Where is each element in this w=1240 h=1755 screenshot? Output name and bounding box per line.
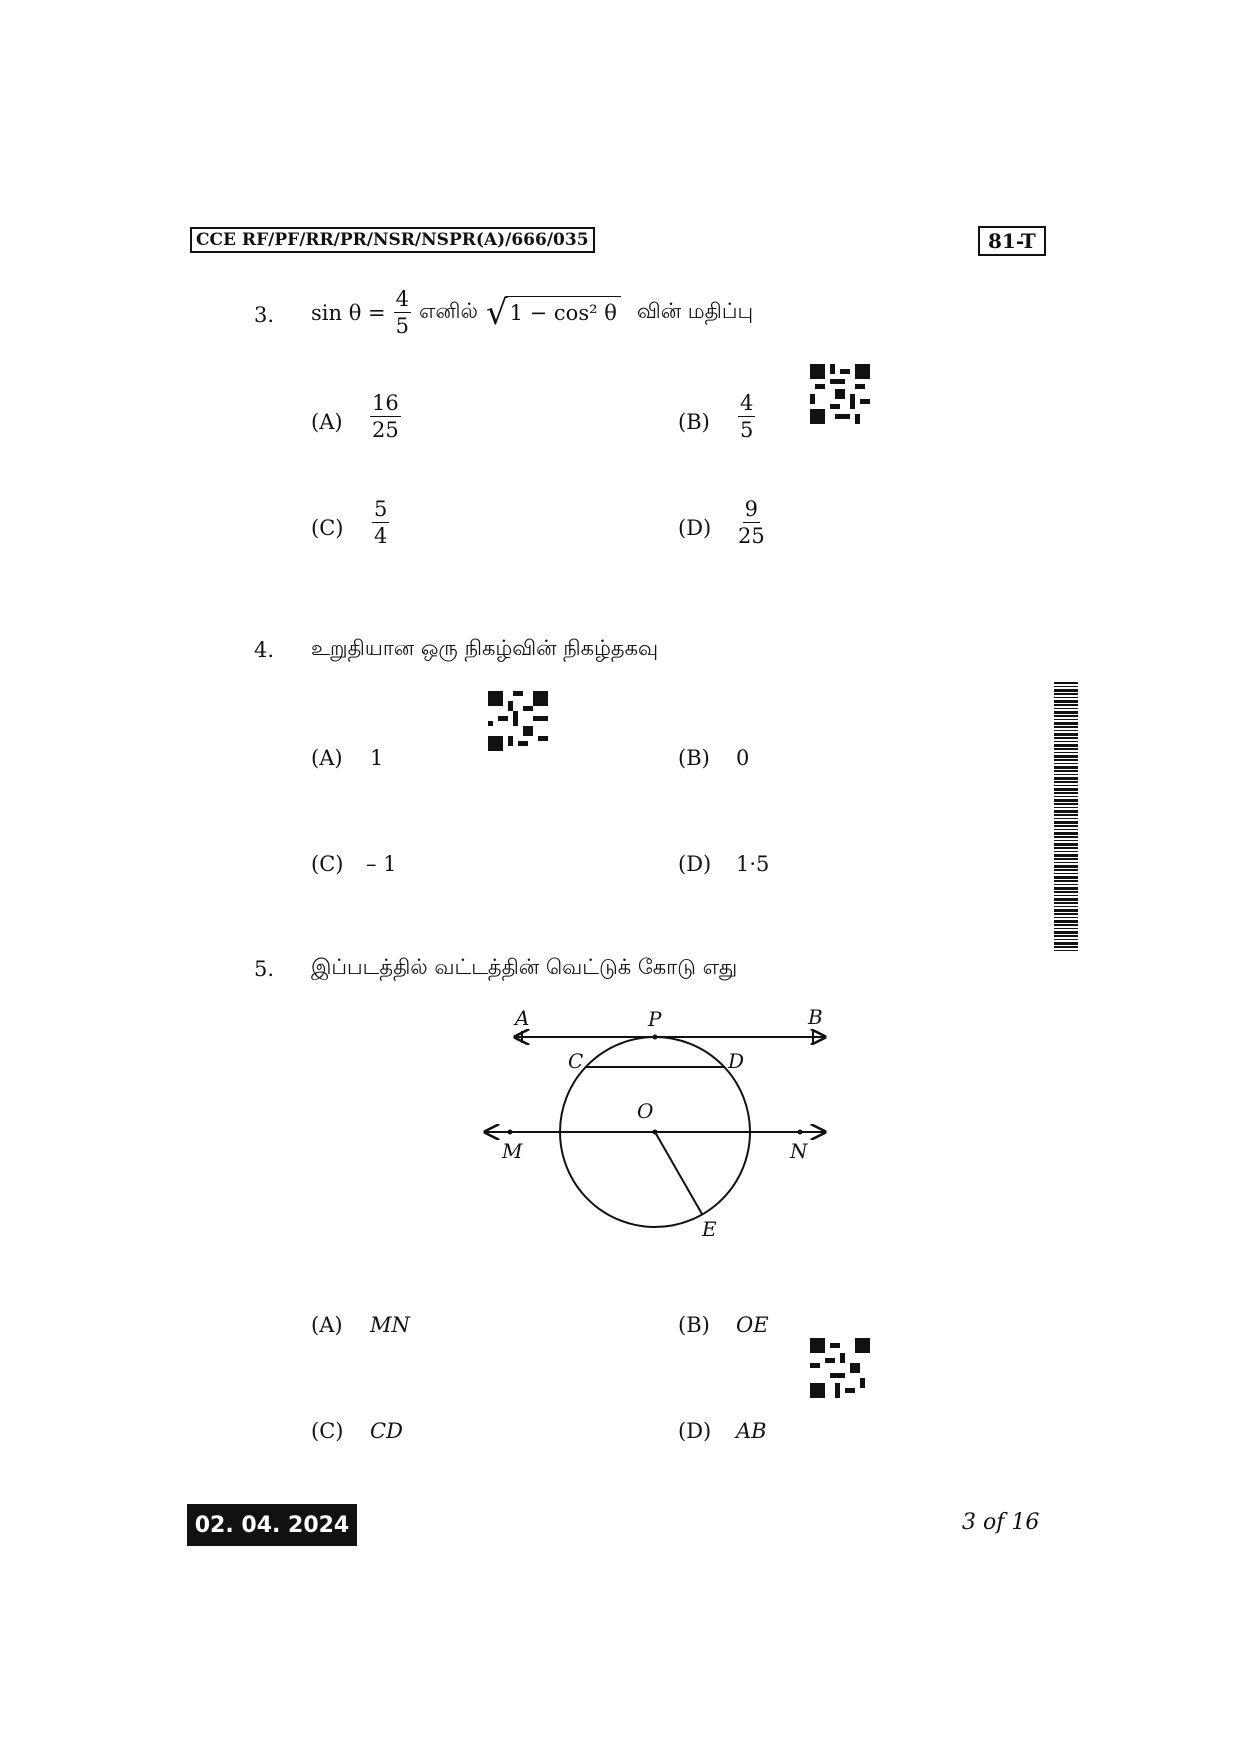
- math-suffix: வின் மதிப்பு: [636, 299, 754, 323]
- question-number: 3.: [254, 303, 275, 327]
- option-4c[interactable]: – 1: [366, 852, 397, 876]
- circle-diagram: [470, 1000, 840, 1245]
- exam-date: 02. 04. 2024: [187, 1504, 357, 1546]
- math-prefix: sin θ =: [311, 300, 386, 325]
- exam-code: CCE RF/PF/RR/PR/NSR/NSPR(A)/666/035: [190, 227, 595, 253]
- radius-oe: [655, 1132, 702, 1214]
- label-b: B: [808, 1005, 823, 1029]
- point-p: [653, 1035, 658, 1040]
- option-letter: (B): [678, 1313, 710, 1337]
- option-4b[interactable]: 0: [736, 746, 750, 770]
- point-m: [508, 1130, 513, 1135]
- fraction-denominator: 5: [740, 418, 754, 442]
- page-number: 3 of 16: [962, 1510, 1040, 1535]
- math-mid-text: எனில்: [418, 299, 478, 323]
- option-5a[interactable]: MN: [370, 1313, 410, 1337]
- option-3a[interactable]: [370, 390, 401, 443]
- option-letter: (C): [311, 1419, 344, 1443]
- fraction-numerator: 16: [372, 391, 399, 415]
- option-letter: (B): [678, 410, 710, 434]
- option-letter: (C): [311, 516, 344, 540]
- fraction-denominator: 25: [372, 418, 399, 442]
- option-letter: (D): [678, 852, 712, 876]
- fraction: [394, 286, 411, 339]
- option-3b[interactable]: [738, 390, 755, 443]
- fraction-denominator: 25: [738, 524, 765, 548]
- question-number: 5.: [254, 957, 275, 981]
- label-o: O: [637, 1099, 654, 1123]
- label-c: C: [568, 1049, 584, 1073]
- question-3-stem: [311, 286, 753, 339]
- radical-icon: √: [485, 292, 508, 333]
- label-a: A: [515, 1006, 530, 1030]
- qr-code-icon: [488, 691, 548, 751]
- option-3c[interactable]: [372, 496, 389, 549]
- option-letter: (D): [678, 1419, 712, 1443]
- option-letter: (A): [311, 746, 343, 770]
- option-5b[interactable]: OE: [736, 1313, 769, 1337]
- option-3d[interactable]: [736, 496, 767, 549]
- fraction-denominator: 4: [374, 524, 388, 548]
- question-text: உறுதியான ஒரு நிகழ்வின் நிகழ்தகவு: [311, 636, 659, 660]
- barcode-icon: [1054, 682, 1078, 952]
- fraction-denominator: 5: [395, 314, 409, 338]
- option-4d[interactable]: 1·5: [736, 852, 770, 876]
- option-5c[interactable]: CD: [370, 1419, 403, 1443]
- label-p: P: [648, 1007, 662, 1031]
- option-letter: (C): [311, 852, 344, 876]
- qr-code-icon: [810, 1338, 870, 1398]
- square-root: [485, 292, 621, 333]
- qr-code-icon: [810, 364, 870, 424]
- option-letter: (A): [311, 410, 343, 434]
- label-n: N: [790, 1139, 808, 1163]
- question-number: 4.: [254, 638, 275, 662]
- fraction-numerator: 5: [374, 497, 388, 521]
- paper-code: 81-T: [978, 226, 1046, 256]
- question-text: இப்படத்தில் வட்டத்தின் வெட்டுக் கோடு எது: [311, 955, 738, 979]
- point-n: [798, 1130, 803, 1135]
- option-4a[interactable]: 1: [370, 746, 384, 770]
- option-letter: (D): [678, 516, 712, 540]
- label-d: D: [728, 1049, 745, 1073]
- option-5d[interactable]: AB: [736, 1419, 767, 1443]
- option-letter: (A): [311, 1313, 343, 1337]
- option-letter: (B): [678, 746, 710, 770]
- radicand: 1 − cos² θ: [506, 296, 621, 330]
- fraction-numerator: 4: [395, 287, 409, 311]
- label-e: E: [702, 1217, 717, 1241]
- fraction-numerator: 4: [740, 391, 754, 415]
- fraction-numerator: 9: [744, 497, 759, 521]
- label-m: M: [502, 1139, 523, 1163]
